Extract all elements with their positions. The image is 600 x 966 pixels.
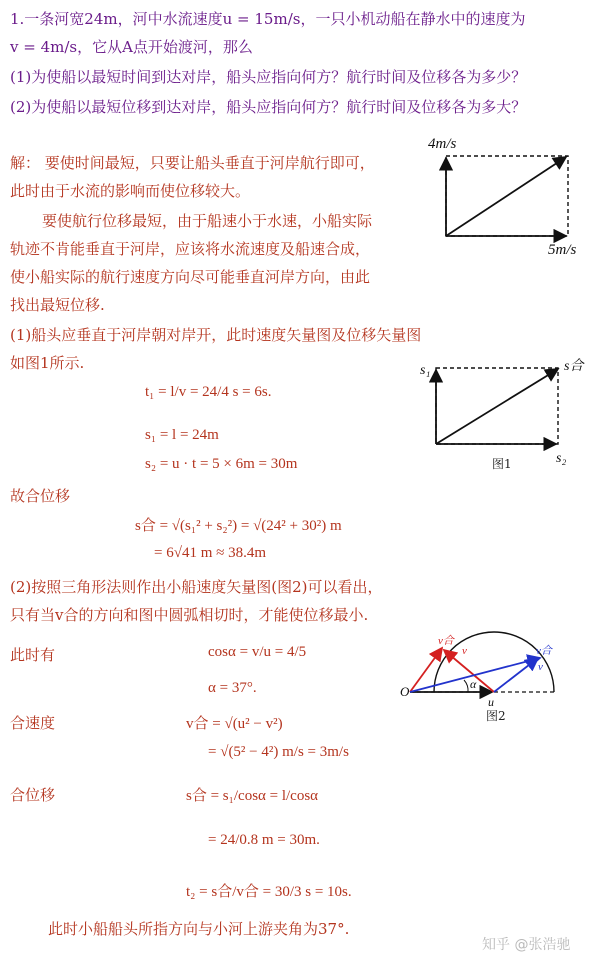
equation-alpha: α = 37°. xyxy=(208,680,257,696)
label-v-blue: v xyxy=(538,661,543,673)
question-2: (2)为使船以最短位移到达对岸，船头应指向何方？航行时间及位移各为多大？ xyxy=(10,98,527,116)
label-4ms: 4m/s xyxy=(428,136,457,152)
label-v-red: v xyxy=(462,645,467,657)
problem-line-1: 1.一条河宽24m，河中水流速度u = 15m/s，一只小机动船在静水中的速度为 xyxy=(10,10,526,28)
velocity-vector-diagram xyxy=(420,128,600,260)
equation-s-result: = 24/0.8 m = 30m. xyxy=(208,832,320,848)
equation-s-total-result: = 6√41 m ≈ 38.4m xyxy=(154,545,267,561)
label-s-total: s合 xyxy=(564,359,584,374)
solution-para1-line2: 此时由于水流的影响而使位移较大。 xyxy=(10,182,251,200)
label-total-displacement: 故合位移 xyxy=(10,487,71,505)
solution-part1-line2: 如图1所示. xyxy=(10,354,85,372)
label-velocity: 合速度 xyxy=(10,714,56,732)
label-u: u xyxy=(488,695,494,709)
equation-t1: t₁ = l/v = 24/4 s = 6s. xyxy=(145,384,272,400)
final-conclusion: 此时小船船头所指方向与小河上游夹角为37°. xyxy=(48,920,350,938)
solution-part2-line2: 只有当v合的方向和图中圆弧相切时，才能使位移最小. xyxy=(10,606,369,624)
velocity-triangle-diagram xyxy=(398,630,598,726)
label-s1: s₁ xyxy=(420,363,431,378)
equation-t2: t₂ = s合/v合 = 30/3 s = 10s. xyxy=(186,884,352,900)
equation-s1: s₁ = l = 24m xyxy=(145,427,219,443)
equation-s: s合 = s₁/cosα = l/cosα xyxy=(186,788,319,804)
label-alpha: α xyxy=(470,677,477,691)
label-v-total-blue: v合 xyxy=(536,645,552,657)
displacement-vector-diagram xyxy=(418,352,600,474)
solution-para2-line3: 使小船实际的航行速度方向尽可能垂直河岸方向，由此 xyxy=(10,268,371,286)
equation-cos: cosα = v/u = 4/5 xyxy=(208,644,307,660)
solution-part2-line1: (2)按照三角形法则作出小船速度矢量图(图2)可以看出， xyxy=(10,578,383,596)
label-5ms: 5m/s xyxy=(548,242,577,258)
equation-s2: s₂ = u · t = 5 × 6m = 30m xyxy=(145,456,298,472)
label-s2: s₂ xyxy=(556,451,567,466)
figure2-caption: 图2 xyxy=(486,709,506,723)
question-1: (1)为使船以最短时间到达对岸，船头应指向何方？航行时间及位移各为多少？ xyxy=(10,68,527,86)
solution-para1-line1: 解： 要使时间最短，只要让船头垂直于河岸航行即可， xyxy=(10,154,375,172)
solution-para2-line4: 找出最短位移. xyxy=(10,296,105,314)
label-origin-O: O xyxy=(400,684,410,699)
equation-s-total: s合 = √(s₁² + s₂²) = √(24² + 30²) m xyxy=(135,518,342,534)
watermark: 知乎 @张浩驰 xyxy=(482,937,571,953)
equation-v: v合 = √(u² − v²) xyxy=(186,716,283,732)
solution-part1-line1: (1)船头应垂直于河岸朝对岸开，此时速度矢量图及位移矢量图 xyxy=(10,326,422,344)
label-displacement: 合位移 xyxy=(10,786,56,804)
label-v-total-red: v合 xyxy=(438,635,454,647)
figure1-caption: 图1 xyxy=(492,457,512,471)
label-now: 此时有 xyxy=(10,646,56,664)
solution-para2-line2: 轨迹不肯能垂直于河岸，应该将水流速度及船速合成， xyxy=(10,240,371,258)
problem-line-2: v = 4m/s，它从A点开始渡河，那么 xyxy=(10,38,253,56)
equation-v-result: = √(5² − 4²) m/s = 3m/s xyxy=(208,744,349,760)
solution-para2-line1: 要使航行位移最短，由于船速小于水速，小船实际 xyxy=(42,212,373,230)
